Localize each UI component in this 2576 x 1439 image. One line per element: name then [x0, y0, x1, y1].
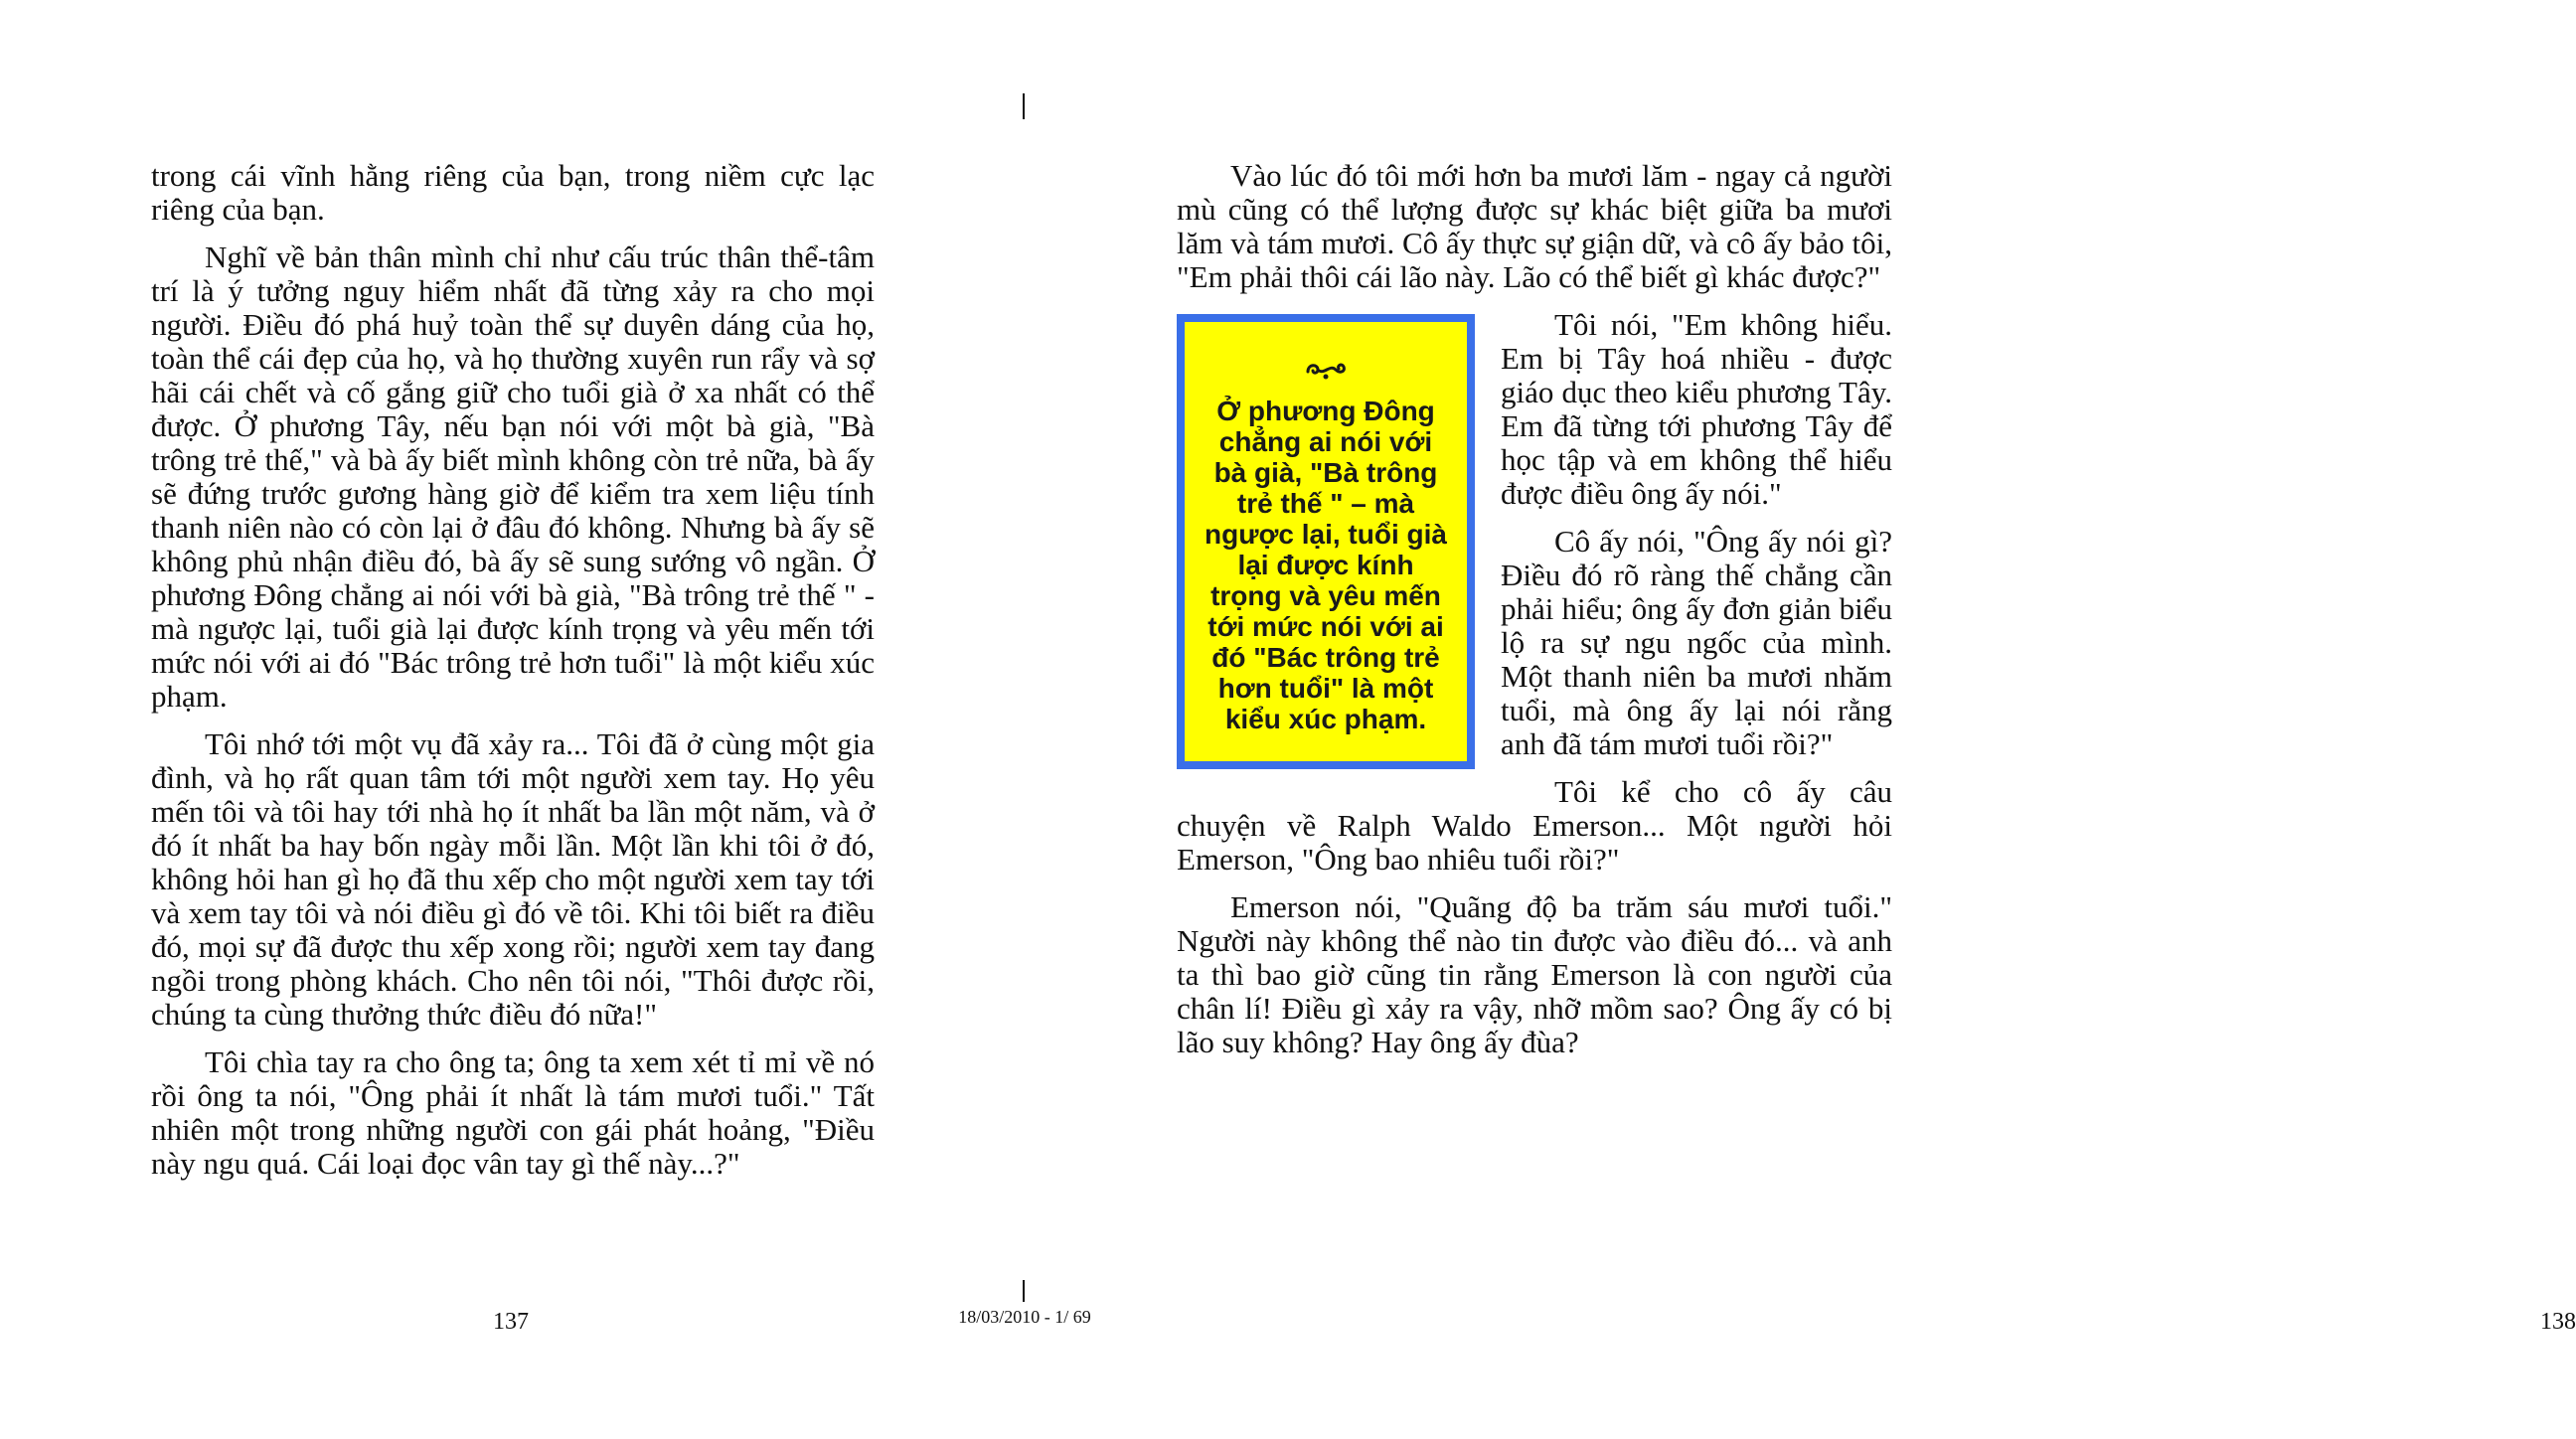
page-number-left: 137	[493, 1309, 529, 1335]
paragraph: Nghĩ về bản thân mình chỉ như cấu trúc thân thể-tâm trí là ý tưởng nguy hiểm nhất đã từng xảy ra cho mọi người. Điều đó phá huỷ toàn thể sự duyên dáng của họ, toàn thể cái đẹp của họ, và họ thường xuyên run rẩy và sợ hãi cái chết và cố gắng giữ cho tuổi già ở xa nhất có thể được. Ở phương Tây, nếu bạn nói với một bà già, "Bà trông trẻ thế," và bà ấy biết mình không còn trẻ nữa, bà ấy sẽ đứng trước gương hàng giờ để kiểm tra xem liệu tính thanh niên nào có còn lại ở đâu đó không. Nhưng bà ấy sẽ không phủ nhận điều đó, bà ấy sẽ sung sướng vô ngần. Ở phương Đông chẳng ai nói với bà già, "Bà trông trẻ thế " - mà ngược lại, tuổi già lại được kính trọng và yêu mến tới mức nói với ai đó "Bác trông trẻ hơn tuổi" là một kiểu xúc phạm.	[151, 240, 875, 714]
right-page-text	[1177, 159, 1892, 1073]
pull-quote-box	[1177, 314, 1475, 769]
crop-mark-bottom	[1023, 1280, 1025, 1302]
paragraph: Tôi nói, "Em không hiểu. Em bị Tây hoá nhiều - được giáo dục theo kiểu phương Tây. Em đã từng tới phương Tây để học tập và em không thể hiểu được điều ông ấy nói."	[1501, 307, 1892, 511]
paragraph: Tôi kể cho cô ấy câu chuyện về Ralph Waldo Emerson... Một người hỏi Emerson, "Ông bao nhiêu tuổi rồi?"	[1177, 774, 1892, 877]
pull-quote-text: Ở phương Đông chẳng ai nói với bà già, "Bà trông trẻ thế " – mà ngược lại, tuổi già lại được kính trọng và yêu mến tới mức nói với ai đó "Bác trông trẻ hơn tuổi" là một kiểu xúc phạm.	[1205, 396, 1447, 734]
left-page-text	[151, 159, 875, 1195]
paragraph: Vào lúc đó tôi mới hơn ba mươi lăm - ngay cả người mù cũng có thể lượng được sự khác biệt giữa ba mươi lăm và tám mươi. Cô ấy thực sự giận dữ, và cô ấy bảo tôi, "Em phải thôi cái lão này. Lão có thể biết gì khác được?"	[1177, 158, 1892, 294]
left-page	[0, 0, 1018, 1439]
paragraph: trong cái vĩnh hằng riêng của bạn, trong niềm cực lạc riêng của bạn.	[151, 158, 875, 227]
paragraph: Emerson nói, "Quãng độ ba trăm sáu mươi tuổi." Người này không thể nào tin được vào điều đó... và anh ta thì bao giờ cũng tin rằng Emerson là con người của chân lí! Điều gì xảy ra vậy, nhỡ mồm sao? Ông ấy có bị lão suy không? Hay ông ấy đùa?	[1177, 889, 1892, 1059]
footer-date: 18/03/2010 - 1/ 69	[958, 1307, 1091, 1327]
paragraph: Cô ấy nói, "Ông ấy nói gì? Điều đó rõ ràng thế chẳng cần phải hiểu; ông ấy đơn giản biểu lộ ra sự ngu ngốc của mình. Một thanh niên ba mươi nhăm tuổi, mà ông ấy lại nói rằng anh đã tám mươi tuổi rồi?"	[1501, 524, 1892, 761]
paragraph: Tôi nhớ tới một vụ đã xảy ra... Tôi đã ở cùng một gia đình, và họ rất quan tâm tới một người xem tay. Họ yêu mến tôi và tôi hay tới nhà họ ít nhất ba lần một năm, và ở đó ít nhất ba hay bốn ngày mỗi lần. Một lần khi tôi ở đó, không hỏi han gì họ đã thu xếp cho một người xem tay tới và xem tay tôi và nói điều gì đó về tôi. Khi tôi biết ra điều đó, mọi sự đã được thu xếp xong rồi; người xem tay đang ngồi trong phòng khách. Cho nên tôi nói, "Thôi được rồi, chúng ta cùng thưởng thức điều đó nữa!"	[151, 726, 875, 1032]
scroll-ornament-icon	[1302, 358, 1350, 382]
right-page	[1018, 0, 2576, 1439]
page-number-right: 138	[2540, 1309, 2576, 1335]
paragraph: Tôi chìa tay ra cho ông ta; ông ta xem xét tỉ mỉ về nó rồi ông ta nói, "Ông phải ít nhất là tám mươi tuổi." Tất nhiên một trong những người con gái phát hoảng, "Điều này ngu quá. Cái loại đọc vân tay gì thế này...?"	[151, 1044, 875, 1181]
